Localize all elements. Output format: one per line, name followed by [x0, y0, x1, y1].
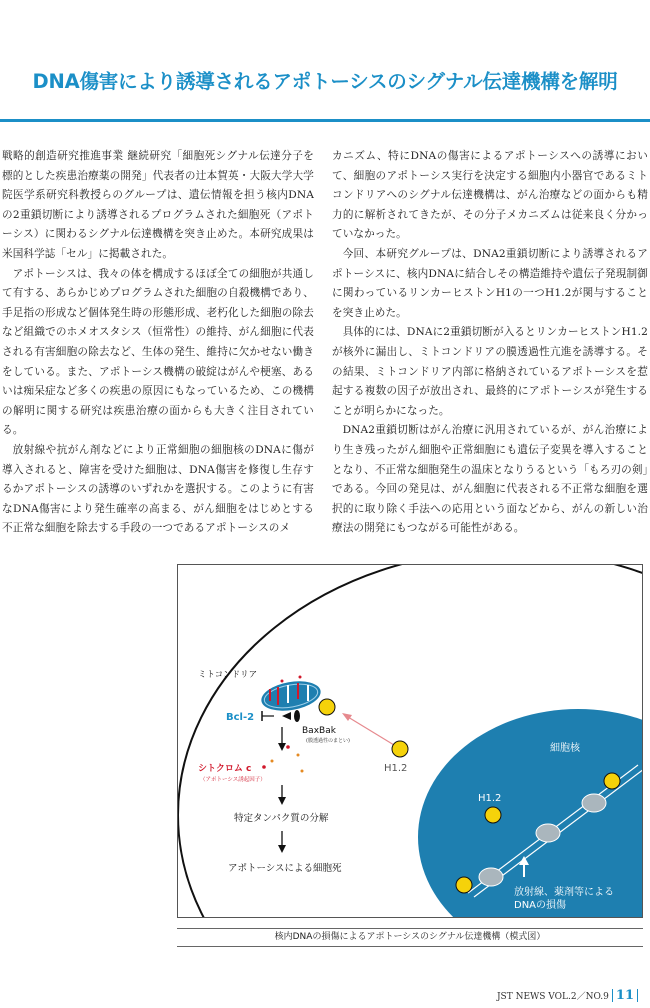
mitochondria — [259, 676, 323, 715]
paragraph: 今回、本研究グループは、DNA2重鎖切断により誘導されるアポトーシスに、核内DNAに結合しその構造維持や遺伝子発現制御に関わっているリンカーヒストンH1の一つH1.2が関与することを突き止めた。 — [332, 247, 648, 319]
nucleosome — [479, 868, 503, 886]
baxbak-protein — [294, 710, 300, 722]
cytc-dot — [271, 760, 274, 763]
h12-protein-dna — [604, 773, 620, 789]
cytc-dot — [262, 765, 266, 769]
right-column — [332, 147, 648, 539]
translocation-arrow — [348, 717, 394, 745]
paragraph: カニズム、特にDNAの傷害によるアポトーシスへの誘導において、細胞のアポトーシス実行を決定する細胞内小器官であるミトコンドリアへのシグナル伝達機構は、がん治療などの面からも精力的に解析されてきたが、その分子メカニズムは従来良く分かっていなかった。 — [332, 150, 648, 241]
translocation-arrowhead — [342, 713, 352, 721]
publication-name: JST NEWS VOL.2／NO.9 — [496, 992, 609, 1002]
diagram-canvas — [178, 565, 642, 917]
footer-divider — [612, 989, 613, 1002]
inhibit-arrow — [282, 712, 291, 720]
nucleosome — [582, 794, 606, 812]
h12-outer-label: H1.2 — [384, 763, 408, 774]
paragraph: 具体的には、DNAに2重鎖切断が入るとリンカーヒストンH1.2が核外に漏出し、ミトコンドリアの膜透過性亢進を誘導する。その結果、ミトコンドリア内部に格納されているアポトーシスを惹起する複数の因子が放出され、最終的にアポトーシスが発生することが明らかになった。 — [332, 326, 648, 417]
flow-arrowhead-3 — [278, 845, 286, 853]
bcl2-label: Bcl-2 — [226, 712, 255, 723]
cytc-label: シトクロム c — [198, 764, 252, 774]
page-footer — [497, 988, 638, 1003]
article-title: DNA傷害により誘導されるアポトーシスのシグナル伝達機構を解明 — [32, 70, 618, 93]
step-apoptotic-death: アポトーシスによる細胞死 — [228, 863, 342, 874]
flow-arrowhead-2 — [278, 797, 286, 805]
cytc-dot — [297, 754, 300, 757]
title-rule — [0, 119, 650, 122]
nucleosome — [536, 824, 560, 842]
footer-divider — [637, 989, 638, 1002]
left-column — [2, 147, 314, 539]
paragraph: 戦略的創造研究推進事業 継続研究「細胞死シグナル伝達分子を標的とした疾患治療薬の開発」代表者の辻本賀英・大阪大学大学院医学系研究科教授らのグループは、遺伝情報を担う核内DNAの2重鎖切断により誘導されるプログラムされた細胞死（アポトーシス）に関わるシグナル伝達機構を突き止めた。本研究成果は米国科学誌「セル」に掲載された。 — [2, 150, 314, 260]
damage-label-line1: 放射線、薬剤等による — [514, 887, 614, 898]
baxbak-sublabel: (膜透過性のまとい) — [306, 738, 350, 744]
mitochondria-label: ミトコンドリア — [198, 670, 258, 680]
caption-rule — [177, 946, 643, 947]
cytc-dot — [301, 770, 304, 773]
h12-protein-dna — [456, 877, 472, 893]
baxbak-label: BaxBak — [302, 726, 336, 736]
apoptosis-diagram — [177, 564, 643, 918]
flow-arrowhead-1 — [278, 743, 286, 751]
figure-caption: 核内DNAの損傷によるアポトーシスのシグナル伝達機構（模式図） — [274, 932, 546, 942]
cytc-dot — [286, 745, 290, 749]
cytc-sublabel: （アポトーシス誘起因子） — [200, 777, 266, 783]
cell-nucleus — [418, 709, 642, 917]
h12-inner-label: H1.2 — [478, 793, 502, 804]
h12-protein-cytosol — [392, 741, 408, 757]
paragraph: アポトーシスは、我々の体を構成するほぼ全ての細胞が共通して有する、あらかじめプログラムされた細胞の自殺機構であり、手足指の形成など個体発生時の形態形成、老朽化した細胞の除去など組織でのホメオスタシス（恒常性）の維持、がん細胞に代表される有害細胞の除去など、生体の発生、維持に欠かせない働きをしている。また、アポトーシス機構の破綻はがんや梗塞、あるいは痴呆症など多くの疾患の原因にもなっているため、この機構の解明に関する研究は疾患治療の面からも大きく注目されている。 — [2, 267, 314, 437]
nucleus-label: 細胞核 — [550, 743, 580, 754]
damage-label-line2: DNAの損傷 — [514, 900, 567, 911]
step-protein-degradation: 特定タンパク質の分解 — [234, 813, 329, 824]
paragraph: 放射線や抗がん剤などにより正常細胞の細胞核のDNAに傷が導入されると、障害を受けた細胞は、DNA傷害を修復し生存するかアポトーシスの誘導のいずれかを選択する。このように有害なDNA傷害により発生確率の高まる、がん細胞をはじめとする不正常な細胞を除去する手段の一つであるアポトーシスのメ — [2, 443, 314, 535]
paragraph: DNA2重鎖切断はがん治療に汎用されているが、がん治療により生き残ったがん細胞や正常細胞にも遺伝子変異を導入することとなり、不正常な細胞発生の温床となりうるという「もろ刃の剣」である。今回の発見は、がん細胞に代表される不正常な細胞を選択的に取り除く手法への応用という面などから、がんの新しい治療法の開発にもつながる可能性がある。 — [332, 424, 648, 535]
h12-protein-nucleus — [485, 807, 501, 823]
page-number: 11 — [615, 988, 634, 1003]
h12-protein-mito — [319, 699, 335, 715]
